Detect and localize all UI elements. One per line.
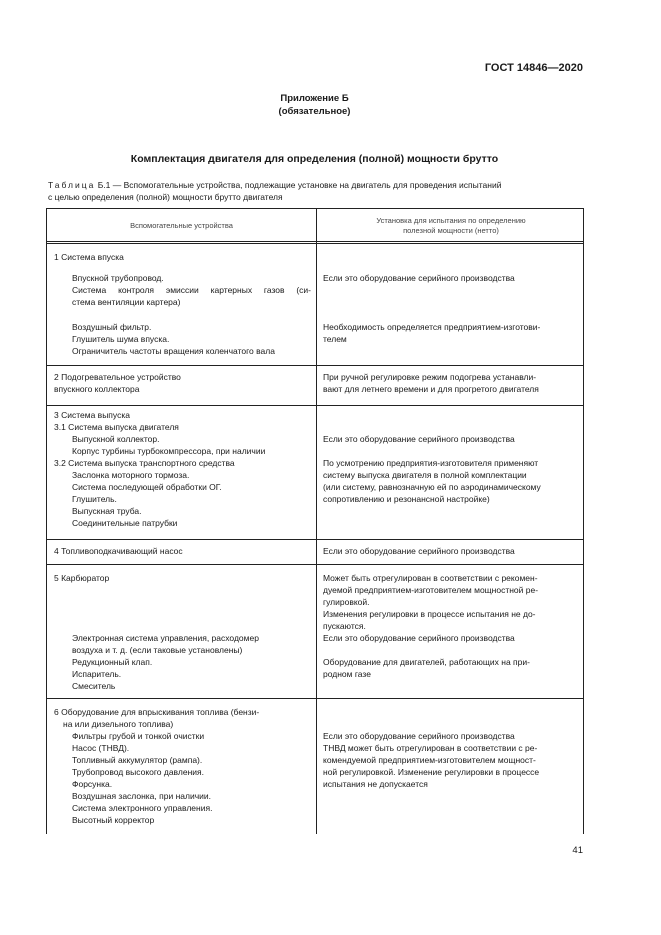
row-3-item: Выпускная труба. — [72, 506, 142, 516]
column-header-net-power-line-2: полезной мощности (нетто) — [403, 225, 499, 235]
row-2-title: 2 Подогревательное устройство — [54, 372, 181, 382]
row-5-item: Редукционный клап. — [72, 657, 153, 667]
row-6-title: на или дизельного топлива) — [63, 719, 174, 729]
accessories-table — [46, 208, 584, 834]
row-1-note: Если это оборудование серийного производства — [323, 273, 515, 283]
appendix-subtitle: (обязательное) — [278, 106, 351, 117]
row-6-item: Топливный аккумулятор (рампа). — [72, 755, 203, 765]
row-1-note: телем — [323, 334, 347, 344]
row-6-note: испытания не допускается — [323, 779, 428, 789]
table-caption — [48, 179, 586, 203]
row-divider — [47, 365, 583, 366]
row-1-item: Система контроля эмиссии картерных газов (си- — [72, 285, 311, 295]
row-divider — [47, 564, 583, 565]
row-5-item: Испаритель. — [72, 669, 122, 679]
document-code: ГОСТ 14846—2020 — [484, 62, 583, 74]
row-5-note: Оборудование для двигателей, работающих на при- — [323, 657, 530, 667]
row-5-note: родном газе — [323, 669, 371, 679]
caption-label: Таблица — [48, 180, 96, 190]
row-5-note: Изменения регулировки в процессе испытания не до- — [323, 609, 536, 619]
row-1-item: Воздушный фильтр. — [72, 322, 152, 332]
row-5-note: Если это оборудование серийного производства — [323, 633, 515, 643]
row-4-note: Если это оборудование серийного производства — [323, 546, 515, 556]
column-header-net-power-line-1: Установка для испытания по определению — [376, 215, 526, 225]
appendix-heading — [0, 92, 629, 118]
caption-text-2: с целью определения (полной) мощности брутто двигателя — [48, 192, 283, 202]
page-title: Комплектация двигателя для определения (полной) мощности брутто — [130, 153, 499, 165]
row-3-item: Корпус турбины турбокомпрессора, при наличии — [72, 446, 266, 456]
row-divider — [47, 405, 583, 406]
row-4-title: 4 Топливоподкачивающий насос — [54, 546, 183, 556]
column-header-accessories — [47, 209, 316, 242]
row-3-subtitle: 3.2 Система выпуска транспортного средства — [54, 458, 235, 468]
row-1-item: стема вентиляции картера) — [72, 297, 181, 307]
row-6-note: ной регулировкой. Изменение регулировки в процессе — [323, 767, 540, 777]
row-divider — [47, 539, 583, 540]
row-2-note: вают для летнего времени и для прогретого двигателя — [323, 384, 539, 394]
row-3-note: Если это оборудование серийного производства — [323, 434, 515, 444]
row-3-item: Глушитель. — [72, 494, 117, 504]
row-6-item: Форсунка. — [72, 779, 113, 789]
row-6-item: Трубопровод высокого давления. — [72, 767, 204, 777]
row-3-title: 3 Система выпуска — [54, 410, 130, 420]
row-1-item: Ограничитель частоты вращения коленчатого вала — [72, 346, 275, 356]
row-2-title: впускного коллектора — [54, 384, 140, 394]
row-3-note: сопротивлению и резонансной настройке) — [323, 494, 490, 504]
row-5-item: Электронная система управления, расходомер — [72, 633, 259, 643]
row-3-subtitle: 3.1 Система выпуска двигателя — [54, 422, 179, 432]
row-5-note: дуемой предприятием-изготовителем мощностной ре- — [323, 585, 539, 595]
row-3-item: Система последующей обработки ОГ. — [72, 482, 222, 492]
row-6-note: ТНВД может быть отрегулирован в соответствии с ре- — [323, 743, 538, 753]
row-6-item: Воздушная заслонка, при наличии. — [72, 791, 211, 801]
row-6-note: Если это оборудование серийного производства — [323, 731, 515, 741]
column-header-accessories-label: Вспомогательные устройства — [130, 220, 233, 230]
row-5-note: пускаются. — [323, 621, 366, 631]
row-6-item: Фильтры грубой и тонкой очистки — [72, 731, 205, 741]
page-number: 41 — [572, 845, 583, 856]
header-divider — [47, 241, 583, 244]
column-header-net-power — [317, 209, 585, 242]
row-1-title: 1 Система впуска — [54, 252, 124, 262]
row-6-item: Насос (ТНВД). — [72, 743, 130, 753]
row-3-note: систему выпуска двигателя в полной комплектации — [323, 470, 527, 480]
row-1-item: Глушитель шума впуска. — [72, 334, 170, 344]
row-6-title: 6 Оборудование для впрыскивания топлива (бензи- — [54, 707, 260, 717]
column-divider — [316, 209, 317, 834]
appendix-title: Приложение Б — [280, 93, 349, 104]
row-5-item: Смеситель — [72, 681, 116, 691]
caption-text-1: Б.1 — Вспомогательные устройства, подлежащие установке на двигатель для проведения испытаний — [95, 180, 502, 190]
row-5-item: воздуха и т. д. (если таковые установлены) — [72, 645, 243, 655]
row-6-item: Система электронного управления. — [72, 803, 213, 813]
row-3-item: Выпускной коллектор. — [72, 434, 160, 444]
row-5-note: Может быть отрегулирован в соответствии с рекомен- — [323, 573, 538, 583]
row-1-note: Необходимость определяется предприятием-изготови- — [323, 322, 541, 332]
row-5-note: гулировкой. — [323, 597, 370, 607]
row-5-title: 5 Карбюратор — [54, 573, 110, 583]
row-6-item: Высотный корректор — [72, 815, 155, 825]
row-3-note: (или систему, равнозначную ей по аэродинамическому — [323, 482, 541, 492]
row-2-note: При ручной регулировке режим подогрева устанавли- — [323, 372, 537, 382]
row-1-item: Впускной трубопровод. — [72, 273, 164, 283]
row-6-note: комендуемой предприятием-изготовителем мощност- — [323, 755, 536, 765]
row-3-item: Соединительные патрубки — [72, 518, 178, 528]
row-divider — [47, 698, 583, 699]
row-3-item: Заслонка моторного тормоза. — [72, 470, 190, 480]
row-3-note: По усмотрению предприятия-изготовителя применяют — [323, 458, 539, 468]
